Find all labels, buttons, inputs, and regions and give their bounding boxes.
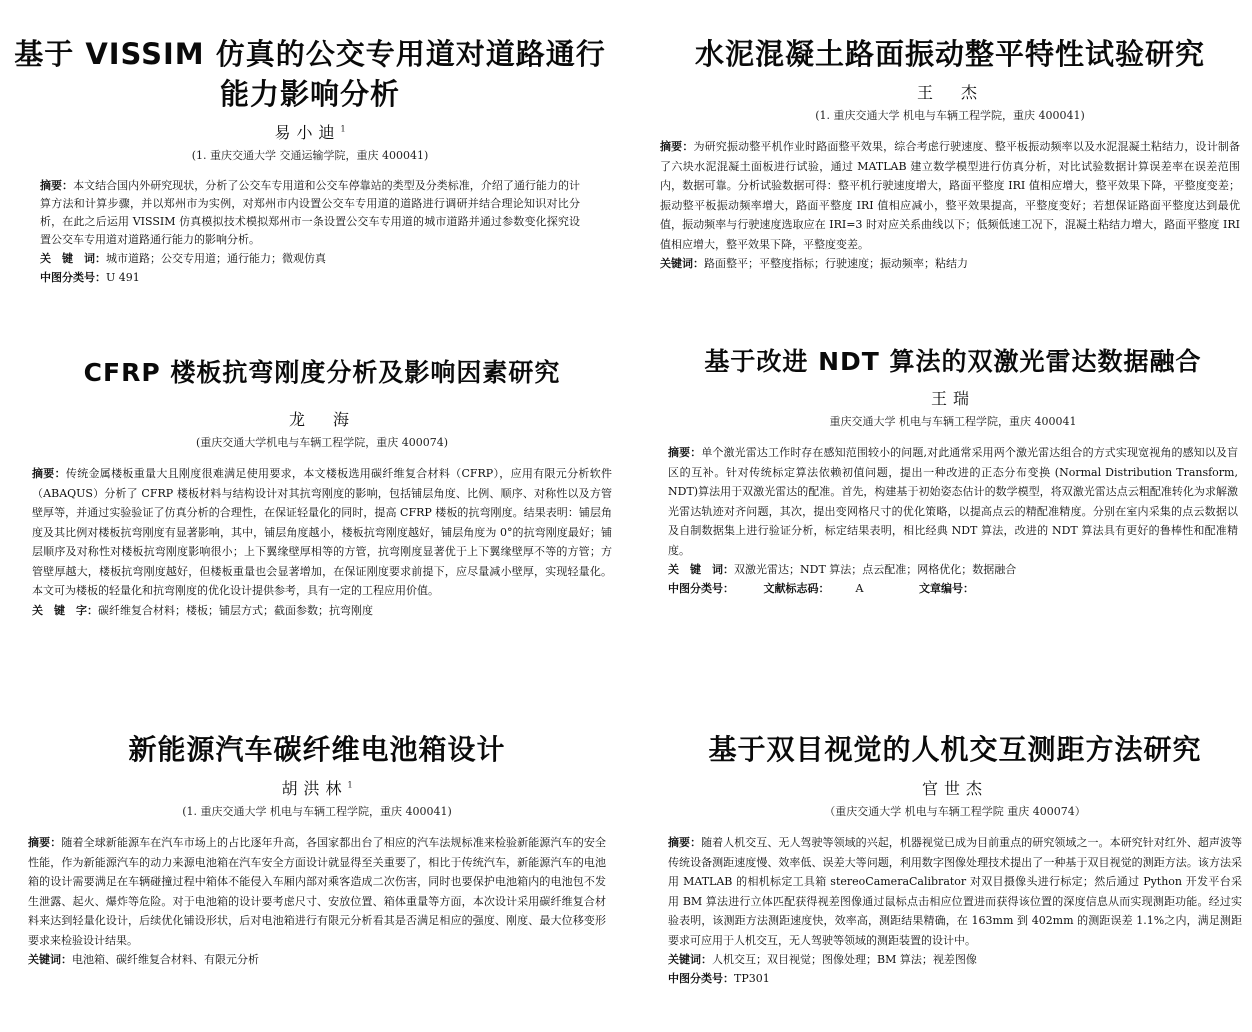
- paper-card-binocular: [668, 730, 1242, 988]
- abstract-text: 本文结合国内外研究现状，分析了公交车专用道和公交车停靠站的类型及分类标准，介绍了通行能力的计算方法和计算步骤，并以郑州市为实例，对郑州市内设置公交车专用道的道路进行调研并结合理论知识对比分析，在此之后运用 VISSIM 仿真模拟技术模拟郑州市一条设置公交车专用道的城市道路并通过参数变化探究设置公交车专用道对道路通行能力的影响分析。: [40, 179, 580, 246]
- paper-title: 基于双目视觉的人机交互测距方法研究: [708, 733, 1202, 766]
- keywords: [668, 560, 1238, 579]
- paper-card-concrete: [660, 34, 1240, 273]
- affiliation: (1. 重庆交通大学 交通运输学院，重庆 400041): [191, 149, 429, 162]
- paper-title: 基于改进 NDT 算法的双激光雷达数据融合: [704, 347, 1202, 376]
- abstract: [10, 177, 610, 249]
- article-no-label: 文章编号：: [918, 582, 974, 595]
- author: 王瑞: [930, 389, 975, 408]
- keywords-text: 双激光雷达；NDT 算法；点云配准；网格优化；数据融合: [734, 563, 1017, 576]
- author-name: 易小迪: [274, 123, 341, 142]
- classification-label: 中图分类号：: [668, 972, 734, 985]
- keywords: [660, 254, 1240, 273]
- keywords: [668, 950, 1242, 969]
- abstract-text: 随着全球新能源车在汽车市场上的占比逐年升高，各国家都出台了相应的汽车法规标准来检验新能源汽车的安全性能，作为新能源汽车的动力来源电池箱在汽车安全方面设计就显得至关重要了，相比于传统汽车，新能源汽车的电池箱的设计需要满足在车辆碰撞过程中箱体不能侵入车厢内部对乘客造成二次伤害，同时也要保护电池箱内的电池包不发生泄露、起火、爆炸等危险。对于电池箱的设计要考虑尺寸、安放位置、箱体重量等方面，本次设计采用碳纤维复合材料来达到轻量化设计，后续优化铺设形状，后对电池箱进行有限元分析看其是否满足相应的强度、刚度、最大位移变形要求来检验设计结果。: [28, 836, 607, 947]
- author: 官世杰: [921, 779, 988, 798]
- affiliation: (重庆交通大学机电与车辆工程学院，重庆 400074): [195, 436, 449, 449]
- paper-title: CFRP 楼板抗弯刚度分析及影响因素研究: [83, 358, 561, 387]
- abstract-text: 单个激光雷达工作时存在感知范围较小的问题,对此通常采用两个激光雷达组合的方式实现宽视角的感知以及盲区的互补。针对传统标定算法依赖初值问题，提出一种改进的正态分布变换 (Normal Distribution Transform, NDT)算法用于双激光雷达的配准。首先，构建基于初始姿态估计的数学模型，将双激光雷达点云粗配准转化为求解激光雷达轨迹对齐问题，其次，提出变网格尺寸的优化策略，以提高点云的精配准精度。分别在室内采集的点云数据以及自制数据集上进行验证分析，标定结果表明，相比经典 NDT 算法，改进的 NDT 算法具有更好的鲁棒性和配准精度。: [668, 446, 1238, 557]
- keywords: [32, 601, 612, 620]
- keywords-text: 电池箱、碳纤维复合材料、有限元分析: [72, 953, 259, 966]
- title-line-2: 能力影响分析: [219, 77, 400, 111]
- author: [10, 120, 610, 143]
- abstract-label: 摘要：: [668, 446, 702, 459]
- abstract: [668, 443, 1238, 560]
- abstract: [32, 464, 612, 601]
- classification-text: U 491: [106, 271, 140, 284]
- author-name: 胡洪林: [281, 779, 348, 798]
- doc-code-label: 文献标志码：: [763, 582, 830, 595]
- keywords-text: 路面整平；平整度指标；行驶速度；振动频率；粘结力: [704, 257, 968, 270]
- doc-code: [764, 582, 890, 595]
- paper-title: [10, 34, 610, 114]
- paper-card-cfrp: [32, 355, 612, 620]
- abstract-text: 为研究振动整平机作业时路面整平效果，综合考虑行驶速度、整平板振动频率以及水泥混凝土粘结力，设计制备了六块水泥混凝土面板进行试验，通过 MATLAB 建立数学模型进行仿真分析，对比试验数据计算误差率在误差范围内，数据可靠。分析试验数据可得：整平机行驶速度增大，路面平整度 IRI 值相应增大，整平效果下降，平整度变差；振动整平板振动频率增大，路面平整度 IRI 值相应减小，整平效果提高，平整度变好；若想保证路面平整度达到最优值，振动频率与行驶速度选取应在 IRI=3 时对应关系曲线以下；低频低速工况下，混凝土粘结力增大，路面平整度 IRI 值相应增大，整平效果下降，平整度变差。: [660, 140, 1241, 251]
- keywords-label: 关键词：: [668, 953, 712, 966]
- affiliation: 重庆交通大学 机电与车辆工程学院，重庆 400041: [829, 415, 1077, 428]
- classification: [10, 268, 610, 287]
- keywords-label: 关 键 词：: [668, 563, 734, 576]
- classification-row: [668, 579, 1238, 598]
- paper-title: 新能源汽车碳纤维电池箱设计: [128, 733, 506, 766]
- abstract-label: 摘要：: [660, 140, 694, 153]
- keywords-label: 关键词：: [28, 953, 72, 966]
- affiliation: (1. 重庆交通大学 机电与车辆工程学院，重庆 400041): [815, 109, 1085, 122]
- paper-title: 水泥混凝土路面振动整平特性试验研究: [694, 37, 1205, 71]
- keywords-text: 碳纤维复合材料；楼板；铺层方式；截面参数；抗弯刚度: [98, 603, 373, 617]
- title-line-1: 基于 VISSIM 仿真的公交专用道对道路通行: [14, 37, 606, 71]
- classification-text: TP301: [734, 972, 770, 985]
- keywords: [10, 249, 610, 268]
- abstract: [660, 137, 1240, 254]
- abstract-label: 摘要：: [28, 836, 62, 849]
- abstract-label: 摘要：: [32, 467, 66, 480]
- abstract-label: 摘要：: [40, 179, 74, 192]
- classification-label: 中图分类号：: [668, 582, 734, 595]
- abstract: [668, 833, 1242, 950]
- keywords-label: 关 键 字：: [32, 603, 98, 617]
- paper-card-ndt: [668, 344, 1238, 598]
- affiliation: (1. 重庆交通大学 机电与车辆工程学院，重庆 400041): [182, 805, 452, 818]
- author-sup: 1: [340, 124, 346, 134]
- abstract: [28, 833, 606, 950]
- author: 王 杰: [916, 83, 983, 102]
- keywords-label: 关键词：: [660, 257, 704, 270]
- abstract-text: 随着人机交互、无人驾驶等领域的兴起，机器视觉已成为目前重点的研究领域之一。本研究针对红外、超声波等传统设备测距速度慢、效率低、误差大等问题，利用数字图像处理技术提出了一种基于双目视觉的测距方法。该方法采用 MATLAB 的相机标定工具箱 stereoCameraCalibrator 对双目摄像头进行标定；然后通过 Python 开发平台采用 BM 算法进行立体匹配获得视差图像通过鼠标点击相应位置进而获得该位置的深度信息从而实现测距功能。经过实验表明，该测距方法测距速度快，效率高，测距结果精确，在 163mm 到 402mm 的测距误差 1.1%之内，满足测距要求可应用于人机交互，无人驾驶等领域的测距装置的设计中。: [668, 836, 1243, 947]
- author-sup: 1: [347, 780, 353, 790]
- paper-card-battery: [28, 730, 606, 969]
- keywords-text: 人机交互；双目视觉；图像处理；BM 算法；视差图像: [712, 953, 977, 966]
- classification: [668, 969, 1242, 988]
- keywords-text: 城市道路；公交专用道；通行能力；微观仿真: [106, 252, 326, 265]
- keywords-label: 关 键 词：: [40, 252, 106, 265]
- abstract-label: 摘要：: [668, 836, 702, 849]
- abstract-text: 传统金属楼板重量大且刚度很难满足使用要求，本文楼板选用碳纤维复合材料（CFRP），应用有限元分析软件（ABAQUS）分析了 CFRP 楼板材料与结构设计对其抗弯刚度的影响，包括铺层角度、比例、顺序、对称性以及方管壁厚等，并通过实验验证了仿真分析的合理性，在保证轻量化的同时，提高 CFRP 楼板的抗弯刚度。结果表明：铺层角度及其比例对楼板抗弯刚度有显著影响，其中，铺层角度越小，楼板抗弯刚度越好，铺层角度为 0°的抗弯刚度最好；铺层顺序及对称性对楼板抗弯刚度影响很小；上下翼缘壁厚相等的方管，抗弯刚度显著优于上下翼缘壁厚不等的方管；方管壁厚越大，楼板抗弯刚度越好，但楼板重量也会显著增加，在保证刚度要求前提下，应尽量减小壁厚，实现轻量化。本文可为楼板的轻量化和抗弯刚度的优化设计提供参考，具有一定的工程应用价值。: [32, 467, 612, 597]
- paper-card-vissim: [10, 34, 610, 287]
- doc-code-value: A: [855, 582, 864, 595]
- affiliation: （重庆交通大学 机电与车辆工程学院 重庆 400074）: [824, 805, 1086, 818]
- author: 龙 海: [288, 410, 355, 429]
- keywords: [28, 950, 606, 969]
- classification-label: 中图分类号：: [40, 271, 106, 284]
- author: [28, 776, 606, 799]
